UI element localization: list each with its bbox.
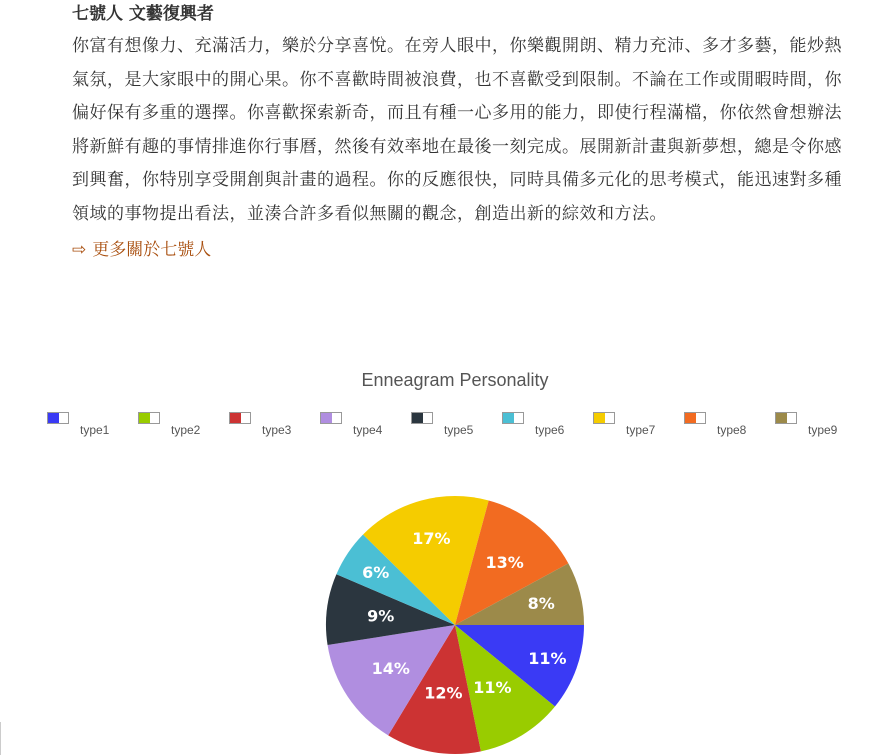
window-edge	[0, 722, 11, 755]
legend-label-type1: type1	[80, 423, 110, 437]
more-about-label: 更多關於七號人	[92, 240, 212, 260]
legend-item-type7[interactable]	[593, 410, 683, 438]
pie-label-type2: 11%	[473, 677, 512, 697]
legend-swatch-type8	[684, 412, 706, 424]
legend-label-type2: type2	[171, 423, 201, 437]
pie-label-type1: 11%	[528, 648, 567, 668]
legend-item-type3[interactable]	[229, 410, 319, 438]
legend-label-type8: type8	[717, 423, 747, 437]
legend-label-type3: type3	[262, 423, 292, 437]
article	[72, 0, 842, 265]
pie-label-type7: 17%	[412, 528, 451, 548]
legend-item-type5[interactable]	[411, 410, 501, 438]
pie-label-type5: 9%	[367, 606, 395, 626]
legend-swatch-type1	[47, 412, 69, 424]
legend-item-type1[interactable]	[47, 410, 137, 438]
pie-label-type8: 13%	[485, 553, 524, 573]
legend-item-type8[interactable]	[684, 410, 774, 438]
legend-swatch-type2	[138, 412, 160, 424]
legend-label-type9: type9	[808, 423, 838, 437]
more-about-link[interactable]	[72, 235, 211, 265]
pie-label-type9: 8%	[527, 594, 555, 614]
legend-item-type2[interactable]	[138, 410, 228, 438]
pie-label-type4: 14%	[371, 659, 410, 679]
article-body: 你富有想像力、充滿活力，樂於分享喜悅。在旁人眼中，你樂觀開朗、精力充沛、多才多藝，能炒熱氣氛，是大家眼中的開心果。你不喜歡時間被浪費，也不喜歡受到限制。不論在工作或閒暇時間，你偏好保有多重的選擇。你喜歡探索新奇，而且有種一心多用的能力，即使行程滿檔，你依然會想辦法將新鮮有趣的事情排進你行事曆，然後有效率地在最後一刻完成。展開新計畫與新夢想，總是令你感到興奮，你特別享受開創與計畫的過程。你的反應很快，同時具備多元化的思考模式，能迅速對多種領域的事物提出看法，並湊合許多看似無關的觀念，創造出新的綜效和方法。	[72, 36, 842, 224]
article-heading: 七號人 文藝復興者	[72, 4, 214, 24]
legend-label-type4: type4	[353, 423, 383, 437]
legend-label-type5: type5	[444, 423, 474, 437]
chart-title: Enneagram Personality	[361, 370, 549, 390]
legend-swatch-type7	[593, 412, 615, 424]
legend-label-type7: type7	[626, 423, 656, 437]
arrow-right-icon: ⇨	[72, 240, 87, 260]
legend-label-type6: type6	[535, 423, 565, 437]
chart-legend	[0, 410, 886, 440]
legend-swatch-type3	[229, 412, 251, 424]
legend-item-type4[interactable]	[320, 410, 410, 438]
legend-item-type9[interactable]	[775, 410, 865, 438]
pie-label-type6: 6%	[362, 562, 390, 582]
legend-item-type6[interactable]	[502, 410, 592, 438]
legend-swatch-type6	[502, 412, 524, 424]
pie-label-type3: 12%	[424, 683, 463, 703]
legend-swatch-type5	[411, 412, 433, 424]
legend-swatch-type9	[775, 412, 797, 424]
legend-swatch-type4	[320, 412, 342, 424]
